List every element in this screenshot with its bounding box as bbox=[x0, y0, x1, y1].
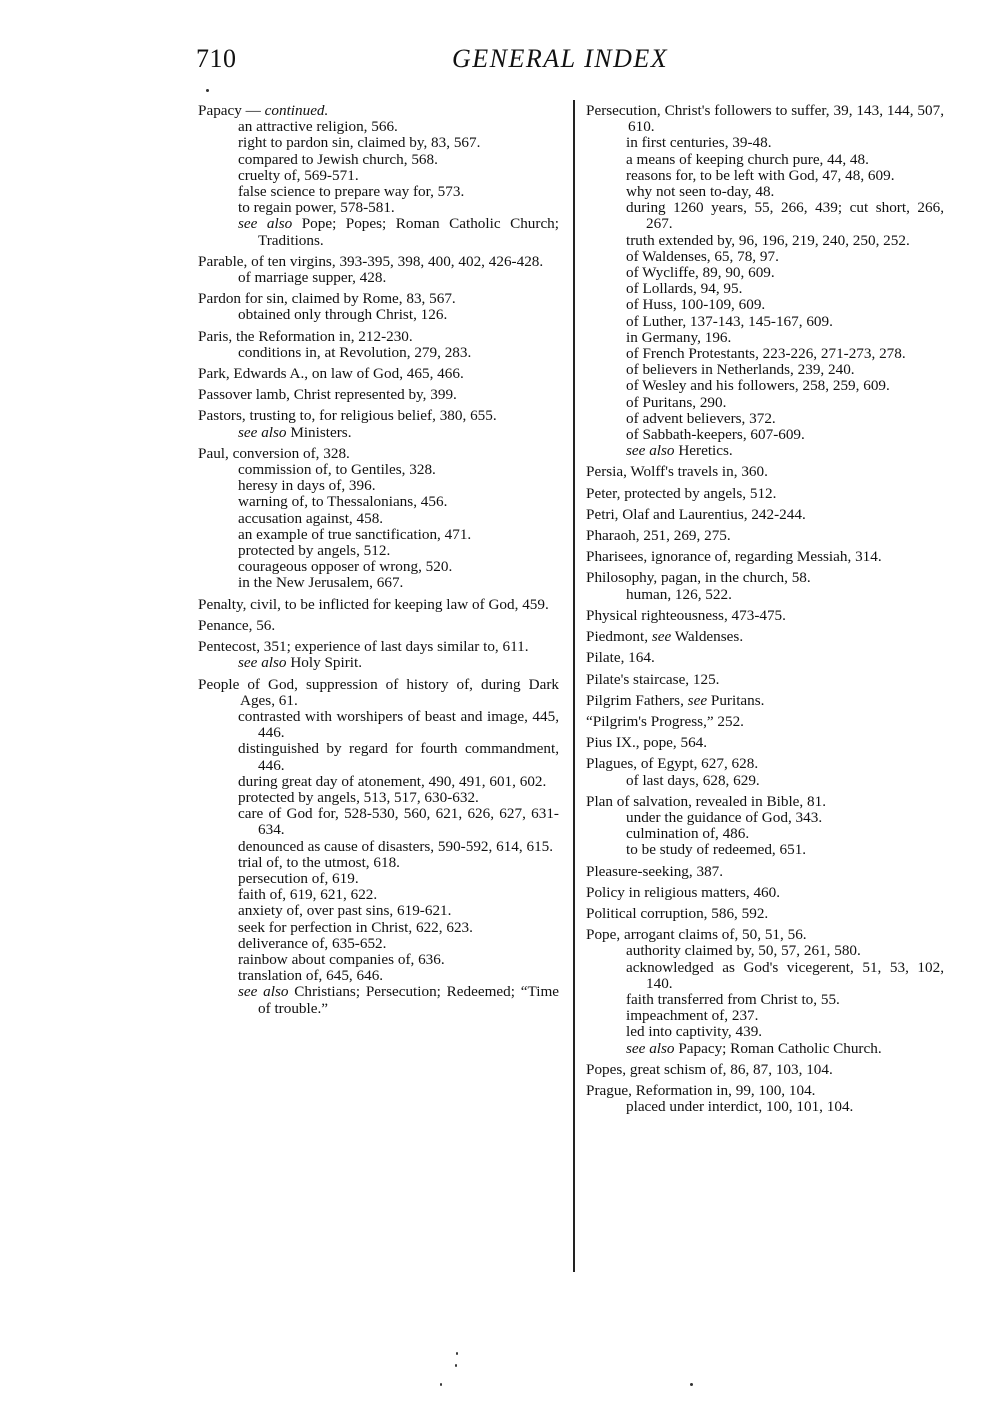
subentry-text: in first centuries, 39-48. bbox=[626, 134, 772, 152]
index-subentry bbox=[586, 184, 944, 200]
entry-heading: Pope, arrogant claims of, 50, 51, 56. bbox=[586, 926, 807, 944]
index-subentry bbox=[586, 233, 944, 249]
subentry-text: why not seen to-day, 48. bbox=[626, 183, 775, 201]
index-entry bbox=[198, 291, 559, 307]
subentry-text: compared to Jewish church, 568. bbox=[238, 150, 438, 168]
index-subentry bbox=[586, 943, 944, 959]
index-subentry bbox=[198, 270, 559, 286]
index-subentry bbox=[586, 773, 944, 789]
index-subentry bbox=[586, 362, 944, 378]
subentry-text: of Sabbath-keepers, 607-609. bbox=[626, 426, 805, 444]
subentry-text: of Wycliffe, 89, 90, 609. bbox=[626, 264, 775, 282]
index-subentry bbox=[586, 200, 944, 232]
index-entry bbox=[586, 714, 944, 730]
entry-heading: Pentecost, 351; experience of last days similar to, 611. bbox=[198, 638, 529, 656]
index-subentry bbox=[586, 135, 944, 151]
subentry-text: acknowledged as God's vicegerent, 51, 53, 102, 140. bbox=[626, 958, 944, 992]
index-subentry bbox=[586, 842, 944, 858]
entry-heading: Physical righteousness, 473-475. bbox=[586, 606, 786, 624]
entry-heading: “Pilgrim's Progress,” 252. bbox=[586, 712, 744, 730]
subentry-text: reasons for, to be left with God, 47, 48, 609. bbox=[626, 166, 895, 184]
index-subentry bbox=[586, 1099, 944, 1115]
index-subentry bbox=[586, 992, 944, 1008]
index-entry bbox=[198, 366, 559, 382]
index-subentry bbox=[198, 806, 559, 838]
subentry-text: Heretics. bbox=[674, 442, 733, 460]
index-entry bbox=[586, 885, 944, 901]
subentry-text: of marriage supper, 428. bbox=[238, 269, 387, 287]
index-subentry bbox=[198, 774, 559, 790]
entry-heading: Prague, Reformation in, 99, 100, 104. bbox=[586, 1081, 816, 1099]
index-subentry bbox=[586, 265, 944, 281]
subentry-text: contrasted with worshipers of beast and image, 445, 446. bbox=[238, 707, 559, 742]
subentry-text: faith transferred from Christ to, 55. bbox=[626, 990, 840, 1008]
index-entry bbox=[586, 608, 944, 624]
see-also-label: see also bbox=[238, 983, 289, 1001]
index-subentry bbox=[198, 152, 559, 168]
index-entry bbox=[586, 528, 944, 544]
subentry-text: under the guidance of God, 343. bbox=[626, 808, 823, 826]
index-entry bbox=[198, 446, 559, 462]
subentry-text: seek for perfection in Christ, 622, 623. bbox=[238, 918, 473, 936]
entry-heading: Pilate, 164. bbox=[586, 649, 655, 667]
subentry-text: protected by angels, 513, 517, 630-632. bbox=[238, 788, 479, 806]
entry-heading: Pleasure-seeking, 387. bbox=[586, 862, 724, 880]
entry-heading: Pastors, trusting to, for religious belief, 380, 655. bbox=[198, 407, 497, 425]
subentry-text: of Waldenses, 65, 78, 97. bbox=[626, 247, 779, 265]
index-subentry bbox=[198, 119, 559, 135]
subentry-text: obtained only through Christ, 126. bbox=[238, 306, 448, 324]
subentry-text: trial of, to the utmost, 618. bbox=[238, 853, 400, 871]
index-subentry bbox=[586, 249, 944, 265]
scan-speck bbox=[690, 1383, 693, 1386]
index-subentry bbox=[198, 936, 559, 952]
see-also-label: see also bbox=[238, 215, 293, 233]
subentry-text: warning of, to Thessalonians, 456. bbox=[238, 493, 448, 511]
subentry-text: during 1260 years, 55, 266, 439; cut short, 266, 267. bbox=[626, 199, 944, 233]
index-subentry bbox=[586, 346, 944, 362]
index-entry bbox=[586, 906, 944, 922]
index-subentry bbox=[198, 494, 559, 510]
index-subentry bbox=[198, 559, 559, 575]
index-entry bbox=[586, 1083, 944, 1099]
index-subentry bbox=[586, 1008, 944, 1024]
subentry-text: distinguished by regard for fourth commandment, 446. bbox=[238, 740, 559, 774]
index-entry bbox=[586, 103, 944, 135]
index-entry bbox=[198, 408, 559, 424]
index-subentry bbox=[586, 297, 944, 313]
index-entry bbox=[586, 629, 944, 645]
entry-heading: Paris, the Reformation in, 212-230. bbox=[198, 327, 413, 345]
index-column-left bbox=[198, 103, 559, 1017]
index-subentry bbox=[198, 855, 559, 871]
subentry-text: Ministers. bbox=[286, 423, 352, 441]
subentry-text: of Puritans, 290. bbox=[626, 393, 727, 411]
see-also-label: see also bbox=[238, 654, 287, 672]
index-entry bbox=[586, 464, 944, 480]
subentry-text: a means of keeping church pure, 44, 48. bbox=[626, 150, 869, 168]
entry-heading: Passover lamb, Christ represented by, 399. bbox=[198, 386, 457, 404]
entry-heading: Policy in religious matters, 460. bbox=[586, 883, 781, 901]
index-subentry bbox=[198, 200, 559, 216]
subentry-text: Christians; Persecution; Redeemed; “Time of trouble.” bbox=[258, 983, 559, 1017]
subentry-text: rainbow about companies of, 636. bbox=[238, 950, 445, 968]
index-subentry bbox=[198, 871, 559, 887]
subentry-text: to regain power, 578-581. bbox=[238, 199, 395, 217]
entry-heading: Political corruption, 586, 592. bbox=[586, 904, 769, 922]
index-subentry bbox=[198, 478, 559, 494]
index-entry bbox=[586, 927, 944, 943]
index-entry bbox=[586, 672, 944, 688]
subentry-text: of French Protestants, 223-226, 271-273, 278. bbox=[626, 345, 906, 363]
index-subentry bbox=[198, 655, 559, 671]
index-subentry bbox=[198, 575, 559, 591]
continued-label: continued. bbox=[260, 102, 329, 119]
see-also-label: see also bbox=[626, 442, 675, 460]
subentry-text: in Germany, 196. bbox=[626, 328, 732, 346]
subentry-text: right to pardon sin, claimed by, 83, 567. bbox=[238, 134, 481, 152]
index-subentry bbox=[586, 378, 944, 394]
index-subentry bbox=[586, 427, 944, 443]
entry-heading: Piedmont, bbox=[586, 628, 649, 646]
index-entry bbox=[586, 650, 944, 666]
index-entry bbox=[198, 329, 559, 345]
index-entry bbox=[198, 103, 559, 119]
index-column-right bbox=[586, 103, 944, 1115]
entry-heading: Pharisees, ignorance of, regarding Messiah, 314. bbox=[586, 548, 882, 566]
index-entry bbox=[586, 507, 944, 523]
index-entry bbox=[586, 693, 944, 709]
see-also-label: see also bbox=[626, 1039, 675, 1057]
index-entry bbox=[586, 794, 944, 810]
subentry-text: impeachment of, 237. bbox=[626, 1007, 759, 1025]
entry-heading: Plagues, of Egypt, 627, 628. bbox=[586, 755, 759, 773]
index-subentry bbox=[198, 135, 559, 151]
subentry-text: deliverance of, 635-652. bbox=[238, 934, 387, 952]
entry-heading: Persia, Wolff's travels in, 360. bbox=[586, 463, 768, 481]
index-subentry bbox=[198, 511, 559, 527]
index-subentry bbox=[198, 903, 559, 919]
entry-heading: Pardon for sin, claimed by Rome, 83, 567. bbox=[198, 290, 456, 308]
index-subentry bbox=[198, 920, 559, 936]
subentry-text: anxiety of, over past sins, 619-621. bbox=[238, 902, 452, 920]
page-number: 710 bbox=[196, 44, 237, 73]
index-entry bbox=[586, 486, 944, 502]
running-head-title: GENERAL INDEX bbox=[452, 44, 669, 73]
subentry-text: in the New Jerusalem, 667. bbox=[238, 574, 404, 592]
subentry-text: during great day of atonement, 490, 491, 601, 602. bbox=[238, 772, 547, 790]
subentry-text: of last days, 628, 629. bbox=[626, 771, 760, 789]
index-subentry bbox=[586, 960, 944, 992]
index-subentry bbox=[586, 395, 944, 411]
index-subentry bbox=[198, 952, 559, 968]
entry-heading: Peter, protected by angels, 512. bbox=[586, 484, 777, 502]
subentry-text: human, 126, 522. bbox=[626, 585, 732, 603]
subentry-text: led into captivity, 439. bbox=[626, 1023, 763, 1041]
subentry-text: persecution of, 619. bbox=[238, 869, 359, 887]
subentry-text: culmination of, 486. bbox=[626, 825, 750, 843]
subentry-text: truth extended by, 96, 196, 219, 240, 250, 252. bbox=[626, 231, 910, 249]
index-subentry bbox=[198, 543, 559, 559]
scan-speck bbox=[456, 1352, 458, 1355]
subentry-text: of Huss, 100-109, 609. bbox=[626, 296, 766, 314]
index-subentry bbox=[198, 462, 559, 478]
entry-heading: Park, Edwards A., on law of God, 465, 466. bbox=[198, 365, 464, 383]
index-subentry bbox=[586, 411, 944, 427]
column-divider bbox=[573, 100, 575, 1272]
index-subentry bbox=[586, 587, 944, 603]
index-subentry bbox=[586, 1041, 944, 1057]
subentry-text: protected by angels, 512. bbox=[238, 542, 391, 560]
entry-heading: Pilate's staircase, 125. bbox=[586, 670, 720, 688]
subentry-text: of Lollards, 94, 95. bbox=[626, 280, 743, 298]
index-subentry bbox=[198, 741, 559, 773]
index-subentry bbox=[586, 810, 944, 826]
index-subentry bbox=[198, 839, 559, 855]
index-entry bbox=[586, 735, 944, 751]
entry-heading: Petri, Olaf and Laurentius, 242-244. bbox=[586, 505, 806, 523]
subentry-text: false science to prepare way for, 573. bbox=[238, 183, 465, 201]
index-subentry bbox=[198, 345, 559, 361]
index-subentry bbox=[586, 314, 944, 330]
index-entry bbox=[198, 254, 559, 270]
see-reference-label: see bbox=[648, 628, 672, 646]
entry-heading: Philosophy, pagan, in the church, 58. bbox=[586, 569, 811, 587]
index-subentry bbox=[198, 968, 559, 984]
index-subentry bbox=[198, 887, 559, 903]
subentry-text: an attractive religion, 566. bbox=[238, 118, 398, 136]
scan-speck bbox=[455, 1364, 457, 1367]
subentry-text: cruelty of, 569-571. bbox=[238, 166, 359, 184]
index-entry bbox=[586, 864, 944, 880]
see-also-label: see also bbox=[238, 423, 287, 441]
entry-heading: Penalty, civil, to be inflicted for keeping law of God, 459. bbox=[198, 595, 549, 613]
subentry-text: Holy Spirit. bbox=[286, 654, 363, 672]
index-subentry bbox=[198, 307, 559, 323]
entry-heading: Pilgrim Fathers, bbox=[586, 691, 684, 709]
subentry-text: care of God for, 528-530, 560, 621, 626, 627, 631-634. bbox=[238, 805, 559, 839]
subentry-text: of advent believers, 372. bbox=[626, 409, 776, 427]
subentry-text: commission of, to Gentiles, 328. bbox=[238, 461, 436, 479]
index-subentry bbox=[586, 1024, 944, 1040]
scan-speck bbox=[206, 89, 209, 92]
entry-heading: Popes, great schism of, 86, 87, 103, 104. bbox=[586, 1060, 833, 1078]
subentry-text: faith of, 619, 621, 622. bbox=[238, 886, 378, 904]
index-subentry bbox=[198, 184, 559, 200]
index-subentry bbox=[198, 425, 559, 441]
subentry-text: Papacy; Roman Catholic Church. bbox=[674, 1039, 882, 1057]
index-entry bbox=[586, 1062, 944, 1078]
index-entry bbox=[586, 756, 944, 772]
see-reference-target: Puritans. bbox=[707, 691, 765, 709]
entry-heading: Pius IX., pope, 564. bbox=[586, 734, 708, 752]
subentry-text: placed under interdict, 100, 101, 104. bbox=[626, 1098, 854, 1116]
index-entry bbox=[198, 677, 559, 709]
entry-heading: Paul, conversion of, 328. bbox=[198, 444, 350, 462]
see-reference-target: Waldenses. bbox=[671, 628, 744, 646]
subentry-text: accusation against, 458. bbox=[238, 509, 384, 527]
index-subentry bbox=[586, 330, 944, 346]
see-reference-label: see bbox=[683, 691, 708, 709]
index-entry bbox=[586, 570, 944, 586]
index-entry bbox=[198, 597, 559, 613]
subentry-text: heresy in days of, 396. bbox=[238, 477, 376, 495]
subentry-text: an example of true sanctification, 471. bbox=[238, 525, 472, 543]
subentry-text: translation of, 645, 646. bbox=[238, 967, 384, 985]
entry-heading: Plan of salvation, revealed in Bible, 81. bbox=[586, 792, 826, 810]
index-subentry bbox=[198, 790, 559, 806]
subentry-text: conditions in, at Revolution, 279, 283. bbox=[238, 343, 472, 361]
index-subentry bbox=[198, 709, 559, 741]
entry-heading: Penance, 56. bbox=[198, 616, 276, 634]
subentry-text: of Luther, 137-143, 145-167, 609. bbox=[626, 312, 833, 330]
subentry-text: authority claimed by, 50, 57, 261, 580. bbox=[626, 942, 861, 960]
entry-heading: Pharaoh, 251, 269, 275. bbox=[586, 527, 731, 545]
entry-heading: Papacy — bbox=[198, 102, 261, 119]
index-entry bbox=[198, 639, 559, 655]
subentry-text: of Wesley and his followers, 258, 259, 609. bbox=[626, 377, 890, 395]
subentry-text: denounced as cause of disasters, 590-592, 614, 615. bbox=[238, 837, 554, 855]
index-subentry bbox=[586, 281, 944, 297]
index-subentry bbox=[586, 826, 944, 842]
index-entry bbox=[198, 387, 559, 403]
entry-heading: Parable, of ten virgins, 393-395, 398, 400, 402, 426-428. bbox=[198, 252, 544, 270]
index-entry bbox=[198, 618, 559, 634]
index-subentry bbox=[198, 168, 559, 184]
index-subentry bbox=[198, 216, 559, 248]
index-subentry bbox=[586, 152, 944, 168]
entry-heading: People of God, suppression of history of, during Dark Ages, 61. bbox=[198, 675, 559, 709]
index-subentry bbox=[586, 168, 944, 184]
subentry-text: to be study of redeemed, 651. bbox=[626, 841, 807, 859]
subentry-text: courageous opposer of wrong, 520. bbox=[238, 558, 453, 576]
subentry-text: of believers in Netherlands, 239, 240. bbox=[626, 361, 855, 379]
entry-heading: Persecution, Christ's followers to suffer, 39, 143, 144, 507, 610. bbox=[586, 102, 944, 136]
index-subentry bbox=[586, 443, 944, 459]
index-subentry bbox=[198, 984, 559, 1016]
index-subentry bbox=[198, 527, 559, 543]
subentry-text: Pope; Popes; Roman Catholic Church; Traditions. bbox=[258, 215, 559, 249]
scan-speck bbox=[440, 1383, 442, 1386]
index-entry bbox=[586, 549, 944, 565]
